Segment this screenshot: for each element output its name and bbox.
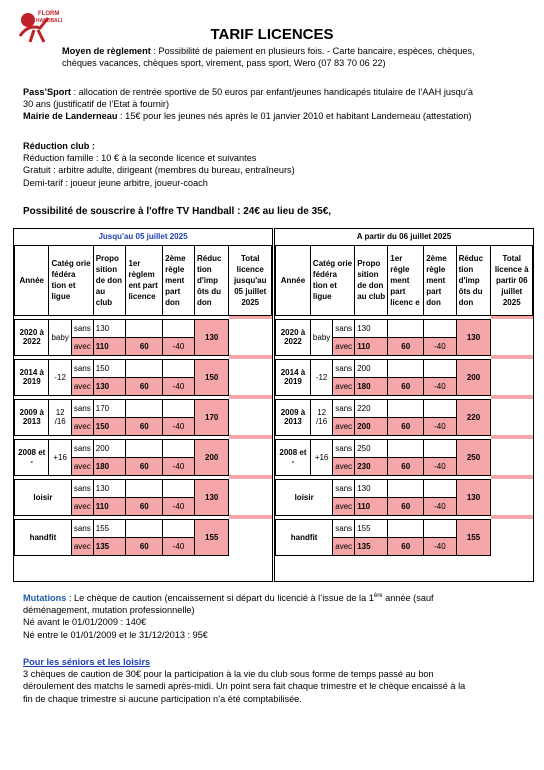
spacer-cell	[229, 515, 272, 519]
mutations-line1a: : Le chèque de caution (encaissement si départ du licencié à l’issue de la 1	[66, 593, 374, 604]
first-payment-cell: 180	[93, 457, 126, 475]
mutations-line1b: année (sauf	[382, 593, 434, 604]
payment-line1: : Possibilité de paiement en plusieurs fois. - Carte bancaire, espèces, chèques,	[150, 46, 475, 56]
first-payment-cell: 130	[93, 319, 126, 337]
sans-label: sans	[333, 319, 355, 337]
spacer-cell	[229, 355, 272, 359]
tariff-table	[14, 229, 272, 556]
sans-label: sans	[333, 359, 355, 377]
first-payment-cell: 220	[355, 399, 388, 417]
second-payment-cell: 60	[388, 417, 424, 435]
second-payment-cell: 60	[126, 537, 163, 555]
spacer-cell	[491, 435, 533, 439]
seniors-heading[interactable]: Pour les séniors et les loisirs	[23, 657, 151, 667]
table-row	[276, 359, 533, 377]
first-payment-cell: 130	[355, 319, 388, 337]
first-payment-cell: 110	[93, 497, 126, 515]
second-payment-cell: 60	[126, 417, 163, 435]
avec-label: avec	[333, 377, 355, 395]
sans-label: sans	[333, 479, 355, 497]
first-payment-cell: 155	[93, 519, 126, 537]
header-row	[276, 245, 533, 315]
column-header: Réduc tion d'imp ôts du don	[194, 245, 228, 315]
empty-cell	[424, 479, 456, 497]
second-payment-cell: 60	[388, 377, 424, 395]
first-payment-cell: 170	[93, 399, 126, 417]
tariff-table-after	[274, 228, 534, 582]
empty-cell	[163, 399, 195, 417]
first-payment-cell: 110	[93, 337, 126, 355]
pass-sport-line1: : allocation de rentrée sportive de 50 euros par enfant/jeunes handicapés titulaire de l’AAH jusqu’à	[71, 87, 473, 97]
avec-label: avec	[71, 337, 93, 355]
mutations-line2: déménagement, mutation professionnelle)	[23, 605, 195, 616]
category-cell: +16	[310, 439, 332, 475]
spacer-cell	[491, 315, 533, 319]
payment-label: Moyen de règlement	[62, 46, 151, 56]
empty-cell	[126, 479, 163, 497]
empty-cell	[126, 399, 163, 417]
table-row	[276, 319, 533, 337]
spacer-cell	[491, 395, 533, 399]
year-cell: loisir	[15, 479, 72, 515]
year-cell: 2008 et -	[15, 439, 49, 475]
seniors-line1: 3 chèques de caution de 30€ pour la participation à la vie du club sous forme de temps passé au bon	[23, 669, 434, 680]
payment-block	[62, 45, 530, 69]
empty-cell	[163, 519, 195, 537]
mutations-block	[23, 590, 530, 641]
avec-label: avec	[71, 377, 93, 395]
mutations-sup: ère	[373, 593, 383, 599]
sans-label: sans	[71, 359, 93, 377]
avec-label: avec	[333, 457, 355, 475]
tax-reduction-cell: -40	[424, 497, 456, 515]
year-cell: 2009 à 2013	[15, 399, 49, 435]
tax-reduction-cell: -40	[424, 537, 456, 555]
spacer-cell	[491, 475, 533, 479]
reduction-heading: Réduction club :	[23, 141, 95, 151]
spacer-cell	[229, 475, 272, 479]
second-payment-cell: 60	[388, 457, 424, 475]
tax-reduction-cell: -40	[424, 337, 456, 355]
year-cell: 2014 à 2019	[15, 359, 49, 395]
spacer-cell	[229, 395, 272, 399]
first-payment-cell: 150	[93, 359, 126, 377]
tax-reduction-cell: -40	[163, 537, 195, 555]
first-payment-cell: 110	[355, 337, 388, 355]
tax-reduction-cell: -40	[163, 417, 195, 435]
year-cell: handfit	[276, 519, 333, 555]
pass-sport-block	[23, 86, 530, 123]
year-cell: 2020 à 2022	[15, 319, 49, 355]
seniors-line2: déroulement des matchs le samedi après-midi. Un point sera fait chaque trimestre et le chèque encaissé à la	[23, 681, 466, 692]
second-payment-cell: 60	[388, 337, 424, 355]
table-row	[276, 519, 533, 537]
second-payment-cell: 60	[126, 377, 163, 395]
table-row	[15, 319, 272, 337]
sans-label: sans	[333, 399, 355, 417]
empty-cell	[424, 439, 456, 457]
category-cell: 12 /16	[49, 399, 71, 435]
empty-cell	[424, 399, 456, 417]
column-header: 2ème règle ment part don	[424, 245, 456, 315]
avec-label: avec	[333, 337, 355, 355]
pass-sport-line2: 30 ans (justificatif de l’Etat à fournir)	[23, 99, 170, 110]
empty-cell	[163, 479, 195, 497]
total-cell: 130	[194, 319, 228, 355]
year-cell: 2008 et -	[276, 439, 311, 475]
year-cell: loisir	[276, 479, 333, 515]
table-row	[15, 439, 272, 457]
empty-cell	[388, 359, 424, 377]
category-cell: baby	[310, 319, 332, 355]
second-payment-cell: 60	[388, 497, 424, 515]
second-payment-cell: 60	[126, 457, 163, 475]
total-cell: 220	[456, 399, 491, 435]
sans-label: sans	[71, 399, 93, 417]
category-cell: 12 /16	[310, 399, 332, 435]
table-row	[15, 519, 272, 537]
sans-label: sans	[333, 519, 355, 537]
empty-cell	[424, 359, 456, 377]
category-cell: baby	[49, 319, 71, 355]
mairie-text: : 15€ pour les jeunes nés après le 01 janvier 2010 et habitant Landerneau (attestation)	[117, 111, 472, 122]
empty-cell	[126, 439, 163, 457]
sans-label: sans	[333, 439, 355, 457]
first-payment-cell: 200	[93, 439, 126, 457]
avec-label: avec	[71, 417, 93, 435]
second-payment-cell: 60	[126, 337, 163, 355]
total-cell: 150	[194, 359, 228, 395]
avec-label: avec	[71, 457, 93, 475]
total-cell: 200	[456, 359, 491, 395]
column-header: Propo sition de don au club	[355, 245, 388, 315]
reduction-block	[23, 140, 530, 189]
total-cell: 130	[194, 479, 228, 515]
empty-cell	[126, 319, 163, 337]
first-payment-cell: 180	[355, 377, 388, 395]
year-cell: 2014 à 2019	[276, 359, 311, 395]
total-cell: 200	[194, 439, 228, 475]
reduction-item: Demi-tarif : joueur jeune arbitre, joueur-coach	[23, 177, 208, 188]
first-payment-cell: 130	[93, 479, 126, 497]
table-row	[15, 399, 272, 417]
empty-cell	[424, 319, 456, 337]
seniors-block	[23, 656, 530, 705]
svg-text:FLORM: FLORM	[38, 11, 60, 17]
empty-cell	[126, 519, 163, 537]
mutations-label: Mutations	[23, 593, 67, 604]
avec-label: avec	[333, 417, 355, 435]
first-payment-cell: 130	[355, 479, 388, 497]
year-cell: 2020 à 2022	[276, 319, 311, 355]
year-cell: handfit	[15, 519, 72, 555]
empty-cell	[388, 479, 424, 497]
sans-label: sans	[71, 319, 93, 337]
reduction-item: Gratuit : arbitre adulte, dirigeant (membres du bureau, entraîneurs)	[23, 165, 295, 176]
tariff-table-before	[13, 228, 273, 582]
first-payment-cell: 250	[355, 439, 388, 457]
column-header: Catég orie fédéra tion et ligue	[49, 245, 93, 315]
second-payment-cell: 60	[126, 497, 163, 515]
column-header: 1er règle ment part licenc e	[388, 245, 424, 315]
mairie-label: Mairie de Landerneau	[23, 111, 118, 122]
spacer-cell	[229, 435, 272, 439]
empty-cell	[163, 319, 195, 337]
column-header: Année	[15, 245, 49, 315]
table-row	[276, 399, 533, 417]
column-header: Total licence jusqu'au 05 juillet 2025	[229, 245, 272, 315]
tax-reduction-cell: -40	[163, 337, 195, 355]
year-cell: 2009 à 2013	[276, 399, 311, 435]
mutations-line4: Né entre le 01/01/2009 et le 31/12/2013 : 95€	[23, 629, 208, 640]
period-row	[276, 229, 533, 245]
sans-label: sans	[71, 439, 93, 457]
first-payment-cell: 110	[355, 497, 388, 515]
column-header: 1er règlem ent part licence	[126, 245, 163, 315]
period-row	[15, 229, 272, 245]
mutations-line3: Né avant le 01/01/2009 : 140€	[23, 617, 147, 628]
first-payment-cell: 230	[355, 457, 388, 475]
empty-cell	[163, 359, 195, 377]
tax-reduction-cell: -40	[424, 377, 456, 395]
table-row	[276, 479, 533, 497]
empty-cell	[388, 399, 424, 417]
total-cell: 155	[456, 519, 491, 555]
empty-cell	[424, 519, 456, 537]
tax-reduction-cell: -40	[163, 497, 195, 515]
empty-cell	[388, 519, 424, 537]
sans-label: sans	[71, 519, 93, 537]
table-row	[15, 359, 272, 377]
svg-text:HANDBALL: HANDBALL	[36, 18, 62, 24]
first-payment-cell: 130	[93, 377, 126, 395]
first-payment-cell: 200	[355, 359, 388, 377]
avec-label: avec	[71, 537, 93, 555]
category-cell: -12	[310, 359, 332, 395]
payment-line2: chèques vacances, chèques sport, virement, pass sport, Wero (07 83 70 06 22)	[62, 58, 386, 69]
pass-sport-label: Pass’Sport	[23, 87, 71, 97]
spacer-cell	[491, 515, 533, 519]
reduction-item: Réduction famille : 10 € à la seconde licence et suivantes	[23, 153, 257, 164]
tax-reduction-cell: -40	[424, 417, 456, 435]
column-header: Année	[276, 245, 311, 315]
seniors-line3: fin de chaque trimestre si aucune participation n’a été comptabilisée.	[23, 693, 302, 704]
tv-offer: Possibilité de souscrire à l'offre TV Handball : 24€ au lieu de 35€,	[23, 206, 332, 217]
sans-label: sans	[71, 479, 93, 497]
period-label: Jusqu'au 05 juillet 2025	[15, 229, 272, 245]
tariff-table	[275, 229, 533, 556]
column-header: 2ème règle ment part don	[163, 245, 195, 315]
first-payment-cell: 200	[355, 417, 388, 435]
total-cell: 130	[456, 479, 491, 515]
first-payment-cell: 135	[355, 537, 388, 555]
total-cell: 155	[194, 519, 228, 555]
total-cell: 250	[456, 439, 491, 475]
empty-cell	[388, 319, 424, 337]
total-cell: 170	[194, 399, 228, 435]
tax-reduction-cell: -40	[163, 377, 195, 395]
header-row	[15, 245, 272, 315]
first-payment-cell: 150	[93, 417, 126, 435]
second-payment-cell: 60	[388, 537, 424, 555]
empty-cell	[388, 439, 424, 457]
first-payment-cell: 155	[355, 519, 388, 537]
avec-label: avec	[333, 497, 355, 515]
column-header: Propo sition de don au club	[93, 245, 126, 315]
table-row	[15, 479, 272, 497]
category-cell: +16	[49, 439, 71, 475]
table-row	[276, 439, 533, 457]
avec-label: avec	[71, 497, 93, 515]
spacer-cell	[491, 355, 533, 359]
page-title: TARIF LICENCES	[210, 26, 334, 43]
empty-cell	[126, 359, 163, 377]
total-cell: 130	[456, 319, 491, 355]
column-header: Réduc tion d'imp ôts du don	[456, 245, 491, 315]
first-payment-cell: 135	[93, 537, 126, 555]
column-header: Catég orie fédéra tion et ligue	[310, 245, 354, 315]
tax-reduction-cell: -40	[163, 457, 195, 475]
column-header: Total licence à partir 06 juillet 2025	[491, 245, 533, 315]
tax-reduction-cell: -40	[424, 457, 456, 475]
period-label: A partir du 06 juillet 2025	[276, 229, 533, 245]
avec-label: avec	[333, 537, 355, 555]
spacer-cell	[229, 315, 272, 319]
category-cell: -12	[49, 359, 71, 395]
empty-cell	[163, 439, 195, 457]
